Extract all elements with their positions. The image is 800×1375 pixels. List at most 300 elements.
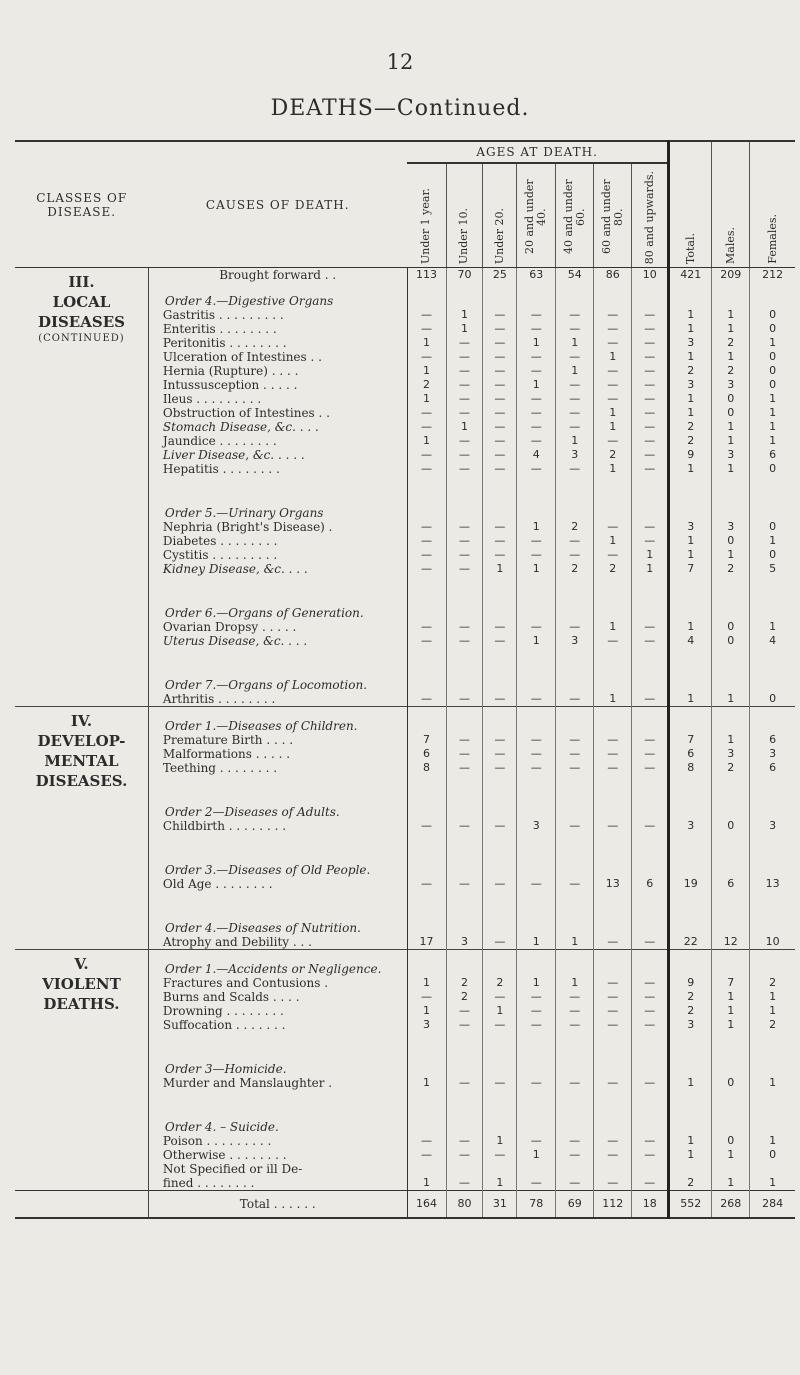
total-value: 112 xyxy=(594,1191,632,1219)
cell-value: — xyxy=(632,1004,669,1018)
cell-value: 2 xyxy=(594,562,632,576)
cause-label: Brought forward . . xyxy=(148,268,407,283)
cell-value: — xyxy=(483,692,517,707)
cell-value: — xyxy=(632,692,669,707)
cell-value: — xyxy=(483,1076,517,1090)
cause-label: Poison . . . . . . . . . xyxy=(162,1134,272,1148)
col-header-20-to-40: 20 and under 40. xyxy=(517,163,556,268)
cell-value: 54 xyxy=(556,268,594,283)
cell-value: 1 xyxy=(517,976,556,990)
total-value: 552 xyxy=(669,1191,712,1219)
cell-value: — xyxy=(556,733,594,747)
cell-value: — xyxy=(556,620,594,634)
cell-value: — xyxy=(446,462,483,476)
cell-value: — xyxy=(632,733,669,747)
cell-value: 1 xyxy=(669,308,712,322)
col-header-under-20: Under 20. xyxy=(483,163,517,268)
cell-value: 3 xyxy=(669,520,712,534)
cell-value: — xyxy=(632,420,669,434)
cell-value: — xyxy=(632,364,669,378)
col-header-total: Total. xyxy=(669,141,712,268)
cell-value: 1 xyxy=(517,935,556,950)
deaths-table xyxy=(15,140,795,1219)
cell-value: — xyxy=(556,1076,594,1090)
order-heading: Order 1.—Accidents or Negligence. xyxy=(148,950,407,977)
cell-value: 1 xyxy=(407,392,446,406)
cell-value: 421 xyxy=(669,268,712,283)
cell-value: 6 xyxy=(750,448,795,462)
cell-value: 17 xyxy=(407,935,446,950)
cell-value: 4 xyxy=(669,634,712,648)
cell-value: 1 xyxy=(407,364,446,378)
disease-class-number: V. xyxy=(74,955,89,973)
cell-value: 3 xyxy=(669,336,712,350)
cell-value: — xyxy=(446,534,483,548)
cell-value: 7 xyxy=(712,976,750,990)
cell-value: — xyxy=(483,406,517,420)
cell-value: 1 xyxy=(483,1004,517,1018)
cell-value: 1 xyxy=(750,620,795,634)
cell-value: 13 xyxy=(750,877,795,891)
cell-value: 1 xyxy=(750,434,795,448)
order-heading: Order 7.—Organs of Locomotion. xyxy=(164,678,368,692)
cell-value: — xyxy=(594,520,632,534)
cell-value: 0 xyxy=(750,1148,795,1162)
cell-value: 1 xyxy=(750,1176,795,1191)
cell-value: 1 xyxy=(594,692,632,707)
cell-value: 3 xyxy=(517,819,556,833)
cell-value: 63 xyxy=(517,268,556,283)
cell-value: — xyxy=(556,420,594,434)
cell-value: — xyxy=(632,392,669,406)
cell-value: 1 xyxy=(750,392,795,406)
cell-value: 0 xyxy=(712,620,750,634)
cell-value: — xyxy=(556,350,594,364)
cell-value: 1 xyxy=(712,434,750,448)
cell-value: 1 xyxy=(407,976,446,990)
cell-value: — xyxy=(407,562,446,576)
cell-value: 0 xyxy=(750,364,795,378)
cell-value: 7 xyxy=(407,733,446,747)
cell-value: — xyxy=(632,819,669,833)
cell-value: 1 xyxy=(594,462,632,476)
cell-value: — xyxy=(632,1076,669,1090)
total-value: 284 xyxy=(750,1191,795,1219)
cell-value: — xyxy=(517,1134,556,1148)
cell-value: — xyxy=(407,634,446,648)
cell-value: 3 xyxy=(669,819,712,833)
cell-value: — xyxy=(594,1148,632,1162)
cell-value: 1 xyxy=(632,562,669,576)
cell-value: — xyxy=(594,733,632,747)
cell-value: 5 xyxy=(750,562,795,576)
total-value: 18 xyxy=(632,1191,669,1219)
order-heading: Order 4.—Diseases of Nutrition. xyxy=(164,921,361,935)
cell-value: 1 xyxy=(669,322,712,336)
cell-value: — xyxy=(594,1134,632,1148)
cell-value: 1 xyxy=(556,434,594,448)
cell-value: — xyxy=(517,548,556,562)
cell-value: — xyxy=(632,336,669,350)
cell-value: — xyxy=(556,990,594,1004)
cell-value: — xyxy=(556,378,594,392)
cell-value: — xyxy=(594,378,632,392)
cell-value: 2 xyxy=(750,1018,795,1032)
order-heading-row xyxy=(15,707,795,734)
cell-value: — xyxy=(517,322,556,336)
disease-class-name: VIOLENT DEATHS. xyxy=(42,975,121,1013)
order-heading: Order 4. – Suicide. xyxy=(164,1120,279,1134)
cell-value: 1 xyxy=(712,420,750,434)
cell-value: 1 xyxy=(669,1076,712,1090)
cell-value: — xyxy=(632,520,669,534)
cause-label: Premature Birth . . . . xyxy=(162,733,294,747)
cell-value: — xyxy=(446,406,483,420)
causes-header: CAUSES OF DEATH. xyxy=(148,141,407,268)
cell-value: 2 xyxy=(446,990,483,1004)
disease-class-cell xyxy=(15,950,148,1191)
cell-value: — xyxy=(556,1018,594,1032)
cell-value: — xyxy=(594,1076,632,1090)
order-heading: Order 5.—Urinary Organs xyxy=(164,506,324,520)
cell-value: — xyxy=(594,1018,632,1032)
cell-value: — xyxy=(407,406,446,420)
cell-value: 2 xyxy=(483,976,517,990)
cell-value: 1 xyxy=(750,1004,795,1018)
cell-value: — xyxy=(594,747,632,761)
cell-value: 1 xyxy=(517,336,556,350)
cell-value: 1 xyxy=(750,990,795,1004)
cell-value: 1 xyxy=(594,534,632,548)
cell-value: 1 xyxy=(712,692,750,707)
cause-label: Obstruction of Intestines . . xyxy=(162,406,330,420)
cell-value: 1 xyxy=(712,1004,750,1018)
cell-value: — xyxy=(446,364,483,378)
cell-value: — xyxy=(483,392,517,406)
cell-value: 2 xyxy=(446,976,483,990)
cell-value: 3 xyxy=(712,378,750,392)
cell-value: 6 xyxy=(632,877,669,891)
col-header-females: Females. xyxy=(750,141,795,268)
cell-value: — xyxy=(446,1176,483,1191)
cell-value: 1 xyxy=(669,620,712,634)
total-value: 69 xyxy=(556,1191,594,1219)
cell-value: 212 xyxy=(750,268,795,283)
cell-value: 1 xyxy=(712,350,750,364)
cell-value: 19 xyxy=(669,877,712,891)
cell-value: — xyxy=(594,364,632,378)
cell-value: — xyxy=(556,406,594,420)
cell-value: 1 xyxy=(556,336,594,350)
cell-value: 6 xyxy=(407,747,446,761)
cell-value: 3 xyxy=(750,747,795,761)
cell-value: 1 xyxy=(712,1148,750,1162)
cell-value: — xyxy=(483,434,517,448)
cause-label: Drowning . . . . . . . . xyxy=(162,1004,284,1018)
cell-value: — xyxy=(483,308,517,322)
cause-label: Malformations . . . . . xyxy=(162,747,291,761)
cause-label: Enteritis . . . . . . . . xyxy=(162,322,277,336)
cell-value: — xyxy=(632,378,669,392)
cell-value: 1 xyxy=(407,434,446,448)
cell-value: 1 xyxy=(446,322,483,336)
cell-value: — xyxy=(483,747,517,761)
col-header-80-upwards: 80 and upwards. xyxy=(632,163,669,268)
cause-label: fined . . . . . . . . xyxy=(162,1176,255,1190)
cell-value: — xyxy=(556,462,594,476)
cause-label: Stomach Disease, &c. . . . xyxy=(162,420,319,434)
cell-value: — xyxy=(517,733,556,747)
cause-label: Cystitis . . . . . . . . . xyxy=(162,548,278,562)
cell-value: — xyxy=(483,448,517,462)
cause-label: Peritonitis . . . . . . . . xyxy=(162,336,287,350)
cell-value: — xyxy=(517,534,556,548)
cell-value: — xyxy=(517,877,556,891)
cell-value: — xyxy=(446,434,483,448)
cell-value: — xyxy=(632,620,669,634)
cause-label: Burns and Scalds . . . . xyxy=(162,990,300,1004)
disease-class-cell xyxy=(15,707,148,950)
cell-value: 1 xyxy=(407,1076,446,1090)
cell-value: — xyxy=(446,761,483,775)
cell-value: — xyxy=(632,1018,669,1032)
cell-value: — xyxy=(594,990,632,1004)
cell-value: 1 xyxy=(594,420,632,434)
disease-class-cell xyxy=(15,268,148,707)
cell-value: 2 xyxy=(669,1176,712,1191)
cell-value: — xyxy=(483,378,517,392)
cell-value: 10 xyxy=(750,935,795,950)
cell-value: — xyxy=(594,308,632,322)
cell-value: — xyxy=(517,692,556,707)
cell-value: 1 xyxy=(669,392,712,406)
cell-value: 1 xyxy=(556,364,594,378)
cell-value: 6 xyxy=(669,747,712,761)
cell-value: 2 xyxy=(669,434,712,448)
cell-value: — xyxy=(556,548,594,562)
cell-value: — xyxy=(517,392,556,406)
cell-value: — xyxy=(556,322,594,336)
cause-label: Liver Disease, &c. . . . . xyxy=(162,448,305,462)
cause-label: Childbirth . . . . . . . . xyxy=(162,819,287,833)
total-value: 268 xyxy=(712,1191,750,1219)
cell-value: 1 xyxy=(669,406,712,420)
cell-value: 0 xyxy=(750,308,795,322)
cell-value: 1 xyxy=(669,534,712,548)
col-header-under-10: Under 10. xyxy=(446,163,483,268)
cause-label: Kidney Disease, &c. . . . xyxy=(162,562,308,576)
cause-label: Uterus Disease, &c. . . . xyxy=(162,634,308,648)
cell-value: 6 xyxy=(712,877,750,891)
order-heading: Order 2—Diseases of Adults. xyxy=(164,805,340,819)
cell-value: 113 xyxy=(407,268,446,283)
total-label: Total . . . . . . xyxy=(148,1191,407,1219)
cause-label: Fractures and Contusions . xyxy=(162,976,329,990)
cause-label: Ulceration of Intestines . . xyxy=(162,350,322,364)
cell-value: 3 xyxy=(556,634,594,648)
cell-value: 1 xyxy=(446,420,483,434)
cell-value: 2 xyxy=(712,562,750,576)
cell-value: — xyxy=(517,462,556,476)
cause-label: Old Age . . . . . . . . xyxy=(162,877,273,891)
cell-value: 1 xyxy=(669,462,712,476)
cell-value: — xyxy=(632,747,669,761)
cell-value: 2 xyxy=(669,990,712,1004)
cell-value: — xyxy=(483,336,517,350)
cell-value: — xyxy=(632,448,669,462)
cell-value: — xyxy=(632,322,669,336)
cell-value: — xyxy=(517,350,556,364)
cell-value: 1 xyxy=(407,336,446,350)
total-value: 31 xyxy=(483,1191,517,1219)
cell-value: 1 xyxy=(712,462,750,476)
cell-value: — xyxy=(594,1004,632,1018)
cell-value: 1 xyxy=(483,562,517,576)
cell-value: — xyxy=(517,406,556,420)
cell-value: — xyxy=(517,420,556,434)
cell-value: — xyxy=(517,364,556,378)
cell-value: 3 xyxy=(669,1018,712,1032)
cell-value: — xyxy=(517,1018,556,1032)
cell-value: 25 xyxy=(483,268,517,283)
cause-label: Suffocation . . . . . . . xyxy=(162,1018,286,1032)
cause-label: Gastritis . . . . . . . . . xyxy=(162,308,284,322)
cell-value: — xyxy=(594,819,632,833)
cell-value: — xyxy=(632,350,669,364)
cell-value: 9 xyxy=(669,448,712,462)
cell-value: — xyxy=(407,548,446,562)
cell-value: 0 xyxy=(712,1134,750,1148)
cell-value: — xyxy=(483,534,517,548)
cell-value: 0 xyxy=(712,1076,750,1090)
cell-value: 1 xyxy=(669,548,712,562)
ages-header: AGES AT DEATH. xyxy=(407,141,669,163)
cell-value: — xyxy=(517,434,556,448)
cell-value: — xyxy=(446,1134,483,1148)
total-value: 80 xyxy=(446,1191,483,1219)
disease-class-name: LOCAL DISEASES xyxy=(37,293,125,331)
cell-value: — xyxy=(483,819,517,833)
cell-value: — xyxy=(483,634,517,648)
cell-value: — xyxy=(556,308,594,322)
cell-value: — xyxy=(594,634,632,648)
cell-value: 1 xyxy=(712,308,750,322)
deaths-table-body xyxy=(15,268,795,1219)
cell-value: — xyxy=(446,392,483,406)
cell-value: — xyxy=(407,520,446,534)
disease-class-name: DEVELOP- MENTAL DISEASES. xyxy=(35,732,128,790)
cell-value: — xyxy=(483,877,517,891)
cell-value: 0 xyxy=(750,692,795,707)
cell-value: 1 xyxy=(446,308,483,322)
cell-value: 0 xyxy=(712,392,750,406)
cell-value: 2 xyxy=(594,448,632,462)
cell-value: — xyxy=(556,761,594,775)
cell-value: — xyxy=(446,378,483,392)
page-title: DEATHS—Continued. xyxy=(270,96,530,121)
cell-value: — xyxy=(446,1004,483,1018)
cell-value: — xyxy=(517,747,556,761)
cell-value: — xyxy=(483,364,517,378)
cell-value: — xyxy=(556,1134,594,1148)
cell-value: 1 xyxy=(517,1148,556,1162)
cell-value: 10 xyxy=(632,268,669,283)
cause-label: Ovarian Dropsy . . . . . xyxy=(162,620,297,634)
disease-class-number: IV. xyxy=(70,712,93,730)
cell-value: 0 xyxy=(750,378,795,392)
disease-class-note: (CONTINUED) xyxy=(38,333,125,344)
cell-value: 1 xyxy=(712,548,750,562)
cell-value: — xyxy=(556,1148,594,1162)
cell-value: — xyxy=(446,1076,483,1090)
cell-value: — xyxy=(556,392,594,406)
cell-value: 1 xyxy=(556,976,594,990)
cause-label: Intussusception . . . . . xyxy=(162,378,298,392)
cell-value: 3 xyxy=(669,378,712,392)
cell-value: 209 xyxy=(712,268,750,283)
cell-value: — xyxy=(446,819,483,833)
page-number: 12 xyxy=(386,50,414,74)
cell-value: — xyxy=(446,1018,483,1032)
order-heading: Order 6.—Organs of Generation. xyxy=(164,606,364,620)
cell-value: — xyxy=(483,733,517,747)
cell-value: — xyxy=(407,877,446,891)
cell-value: — xyxy=(446,733,483,747)
cell-value: 1 xyxy=(712,733,750,747)
cell-value: 1 xyxy=(712,990,750,1004)
cell-value: — xyxy=(407,322,446,336)
cell-value: 2 xyxy=(669,364,712,378)
total-row xyxy=(15,1191,795,1219)
cell-value: 3 xyxy=(407,1018,446,1032)
cell-value: — xyxy=(407,420,446,434)
cell-value: — xyxy=(594,548,632,562)
cell-value: — xyxy=(556,819,594,833)
cell-value: — xyxy=(483,1018,517,1032)
cell-value: — xyxy=(446,634,483,648)
cell-value: — xyxy=(446,520,483,534)
cell-value: 1 xyxy=(594,350,632,364)
cell-value: 1 xyxy=(669,1134,712,1148)
cell-value: — xyxy=(407,990,446,1004)
cell-value: — xyxy=(632,406,669,420)
cell-value: 2 xyxy=(556,562,594,576)
cell-value: — xyxy=(446,548,483,562)
cell-value: 9 xyxy=(669,976,712,990)
cell-value: 4 xyxy=(517,448,556,462)
cell-value: 1 xyxy=(750,534,795,548)
cell-value: — xyxy=(517,990,556,1004)
cell-value: 1 xyxy=(669,1148,712,1162)
cell-value: — xyxy=(446,877,483,891)
cell-value: 0 xyxy=(712,534,750,548)
cell-value: 1 xyxy=(517,562,556,576)
cause-label: Arthritis . . . . . . . . xyxy=(162,692,276,706)
cell-value: 8 xyxy=(669,761,712,775)
cell-value: 13 xyxy=(594,877,632,891)
cell-value: — xyxy=(446,448,483,462)
cell-value: — xyxy=(594,1176,632,1191)
cell-value: — xyxy=(446,336,483,350)
cell-value: — xyxy=(632,935,669,950)
brought-forward-row xyxy=(15,268,795,283)
cell-value: 70 xyxy=(446,268,483,283)
cell-value: — xyxy=(517,308,556,322)
cell-value: — xyxy=(483,548,517,562)
cell-value: — xyxy=(446,747,483,761)
cell-value: 3 xyxy=(750,819,795,833)
cell-value: — xyxy=(407,692,446,707)
